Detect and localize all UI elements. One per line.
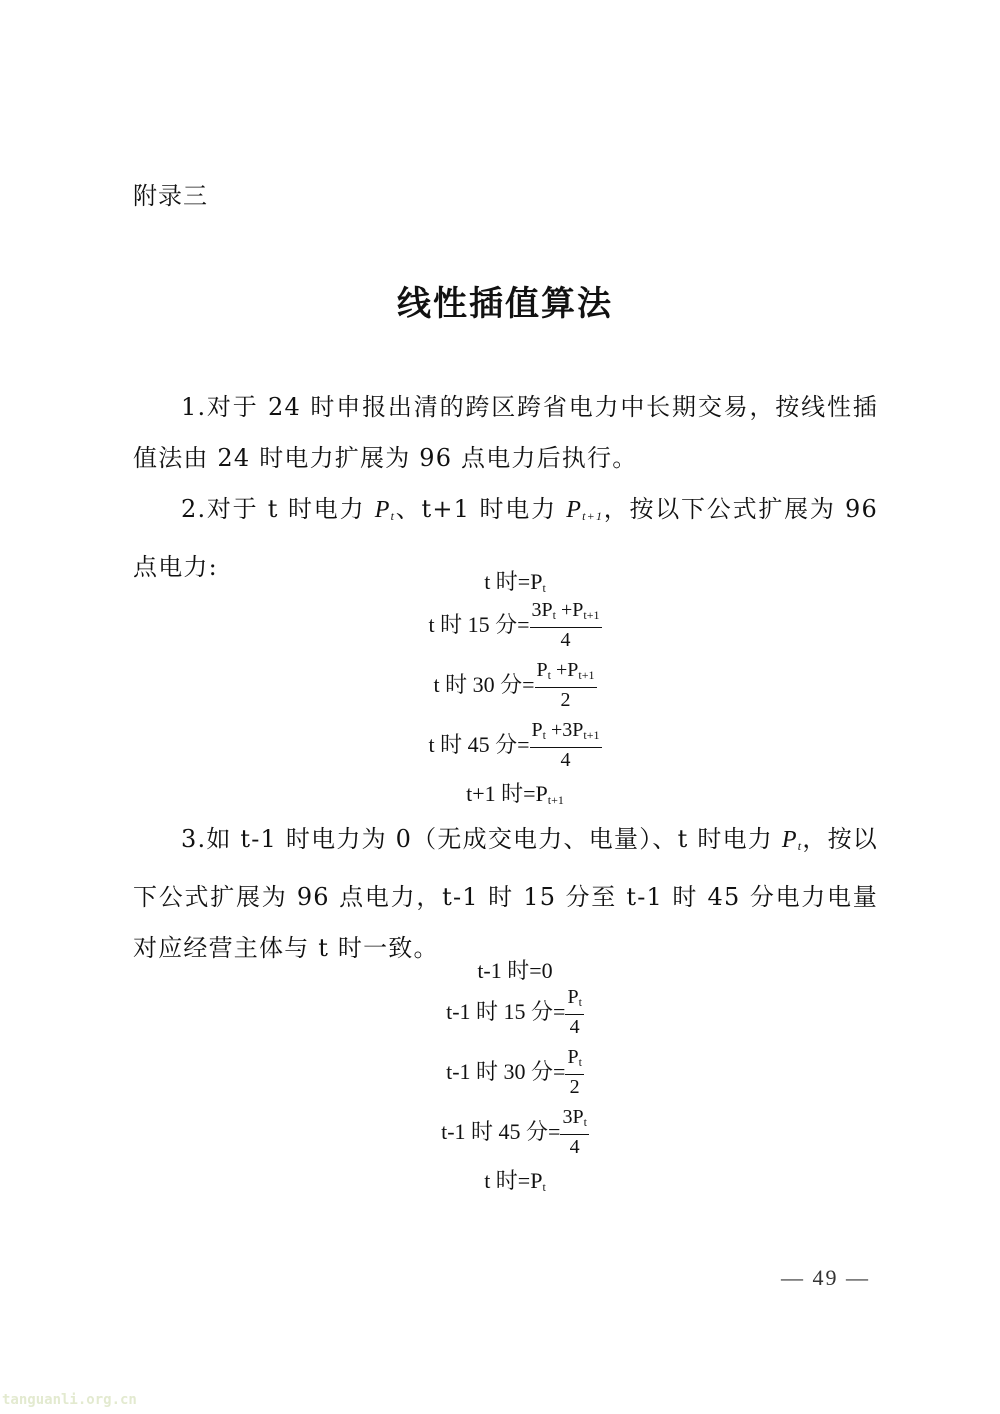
- formula-t-15: t 时 15 分= $\frac{3P_t +P_{t+1}}{4}$: [428, 599, 600, 651]
- fraction: $\frac{3P_t}{4}$: [562, 1106, 587, 1158]
- paragraph-1: 1.对于 24 时申报出清的跨区跨省电力中长期交易，按线性插值法由 24 时电力扩展为 96 点电力后执行。: [133, 393, 878, 472]
- formula-t-30: t 时 30 分= $\frac{P_t +P_{t+1}}{2}$: [433, 659, 595, 711]
- page-number: — 49 —: [781, 1265, 870, 1290]
- formula-t-final: t 时$=P_t$: [484, 1168, 546, 1194]
- fraction: $\frac{3P_t +P_{t+1}}{4}$: [531, 599, 600, 651]
- formula-t-minus-1-15: t-1 时 15 分= $\frac{P_t}{4}$: [446, 986, 582, 1038]
- p3-text-a: 3.如 t-1 时电力为 0（无成交电力、电量）、t 时电力: [181, 825, 782, 853]
- paragraph-3: [133, 814, 878, 974]
- p2-symbol-pt1: $P_{t+1}$: [566, 497, 604, 523]
- formula-t: t 时$=P_t$: [484, 569, 546, 595]
- p3-text-b: ，按以下公式扩展为 96 点电力，t-1 时 15 分至 t-1 时 45 分电力电量对应经营主体与 t 时一致。: [133, 825, 878, 962]
- p2-symbol-pt: $P_t$: [374, 497, 396, 523]
- fraction: $\frac{P_t}{4}$: [567, 986, 582, 1038]
- formula-t-plus-1: t+1 时$=P_{t+1}$: [466, 781, 564, 807]
- fraction: $\frac{P_t +P_{t+1}}{2}$: [536, 659, 595, 711]
- p3-symbol-pt: $P_t$: [781, 827, 803, 853]
- appendix-label: 附录三: [133, 182, 208, 210]
- fraction: $\frac{P_t}{2}$: [567, 1046, 582, 1098]
- page-title: 线性插值算法: [397, 284, 613, 324]
- p2-text-c: ，按以下公式扩展为 96 点电力:: [133, 495, 878, 581]
- formula-t-45: t 时 45 分= $\frac{P_t +3P_{t+1}}{4}$: [428, 719, 600, 771]
- p2-text-a: 2.对于 t 时电力: [181, 495, 375, 523]
- formula-t-minus-1-45: t-1 时 45 分= $\frac{3P_t}{4}$: [441, 1106, 587, 1158]
- formula-t-minus-1-30: t-1 时 30 分= $\frac{P_t}{2}$: [446, 1046, 582, 1098]
- formula-block-2: [0, 953, 1000, 1197]
- fraction: $\frac{P_t +3P_{t+1}}{4}$: [531, 719, 600, 771]
- formula-block-1: [0, 566, 1000, 810]
- formula-t-minus-1: t-1 时=0: [477, 957, 553, 983]
- watermark: tanguanli.org.cn: [2, 1392, 137, 1408]
- p2-text-b: 、t+1 时电力: [395, 495, 567, 523]
